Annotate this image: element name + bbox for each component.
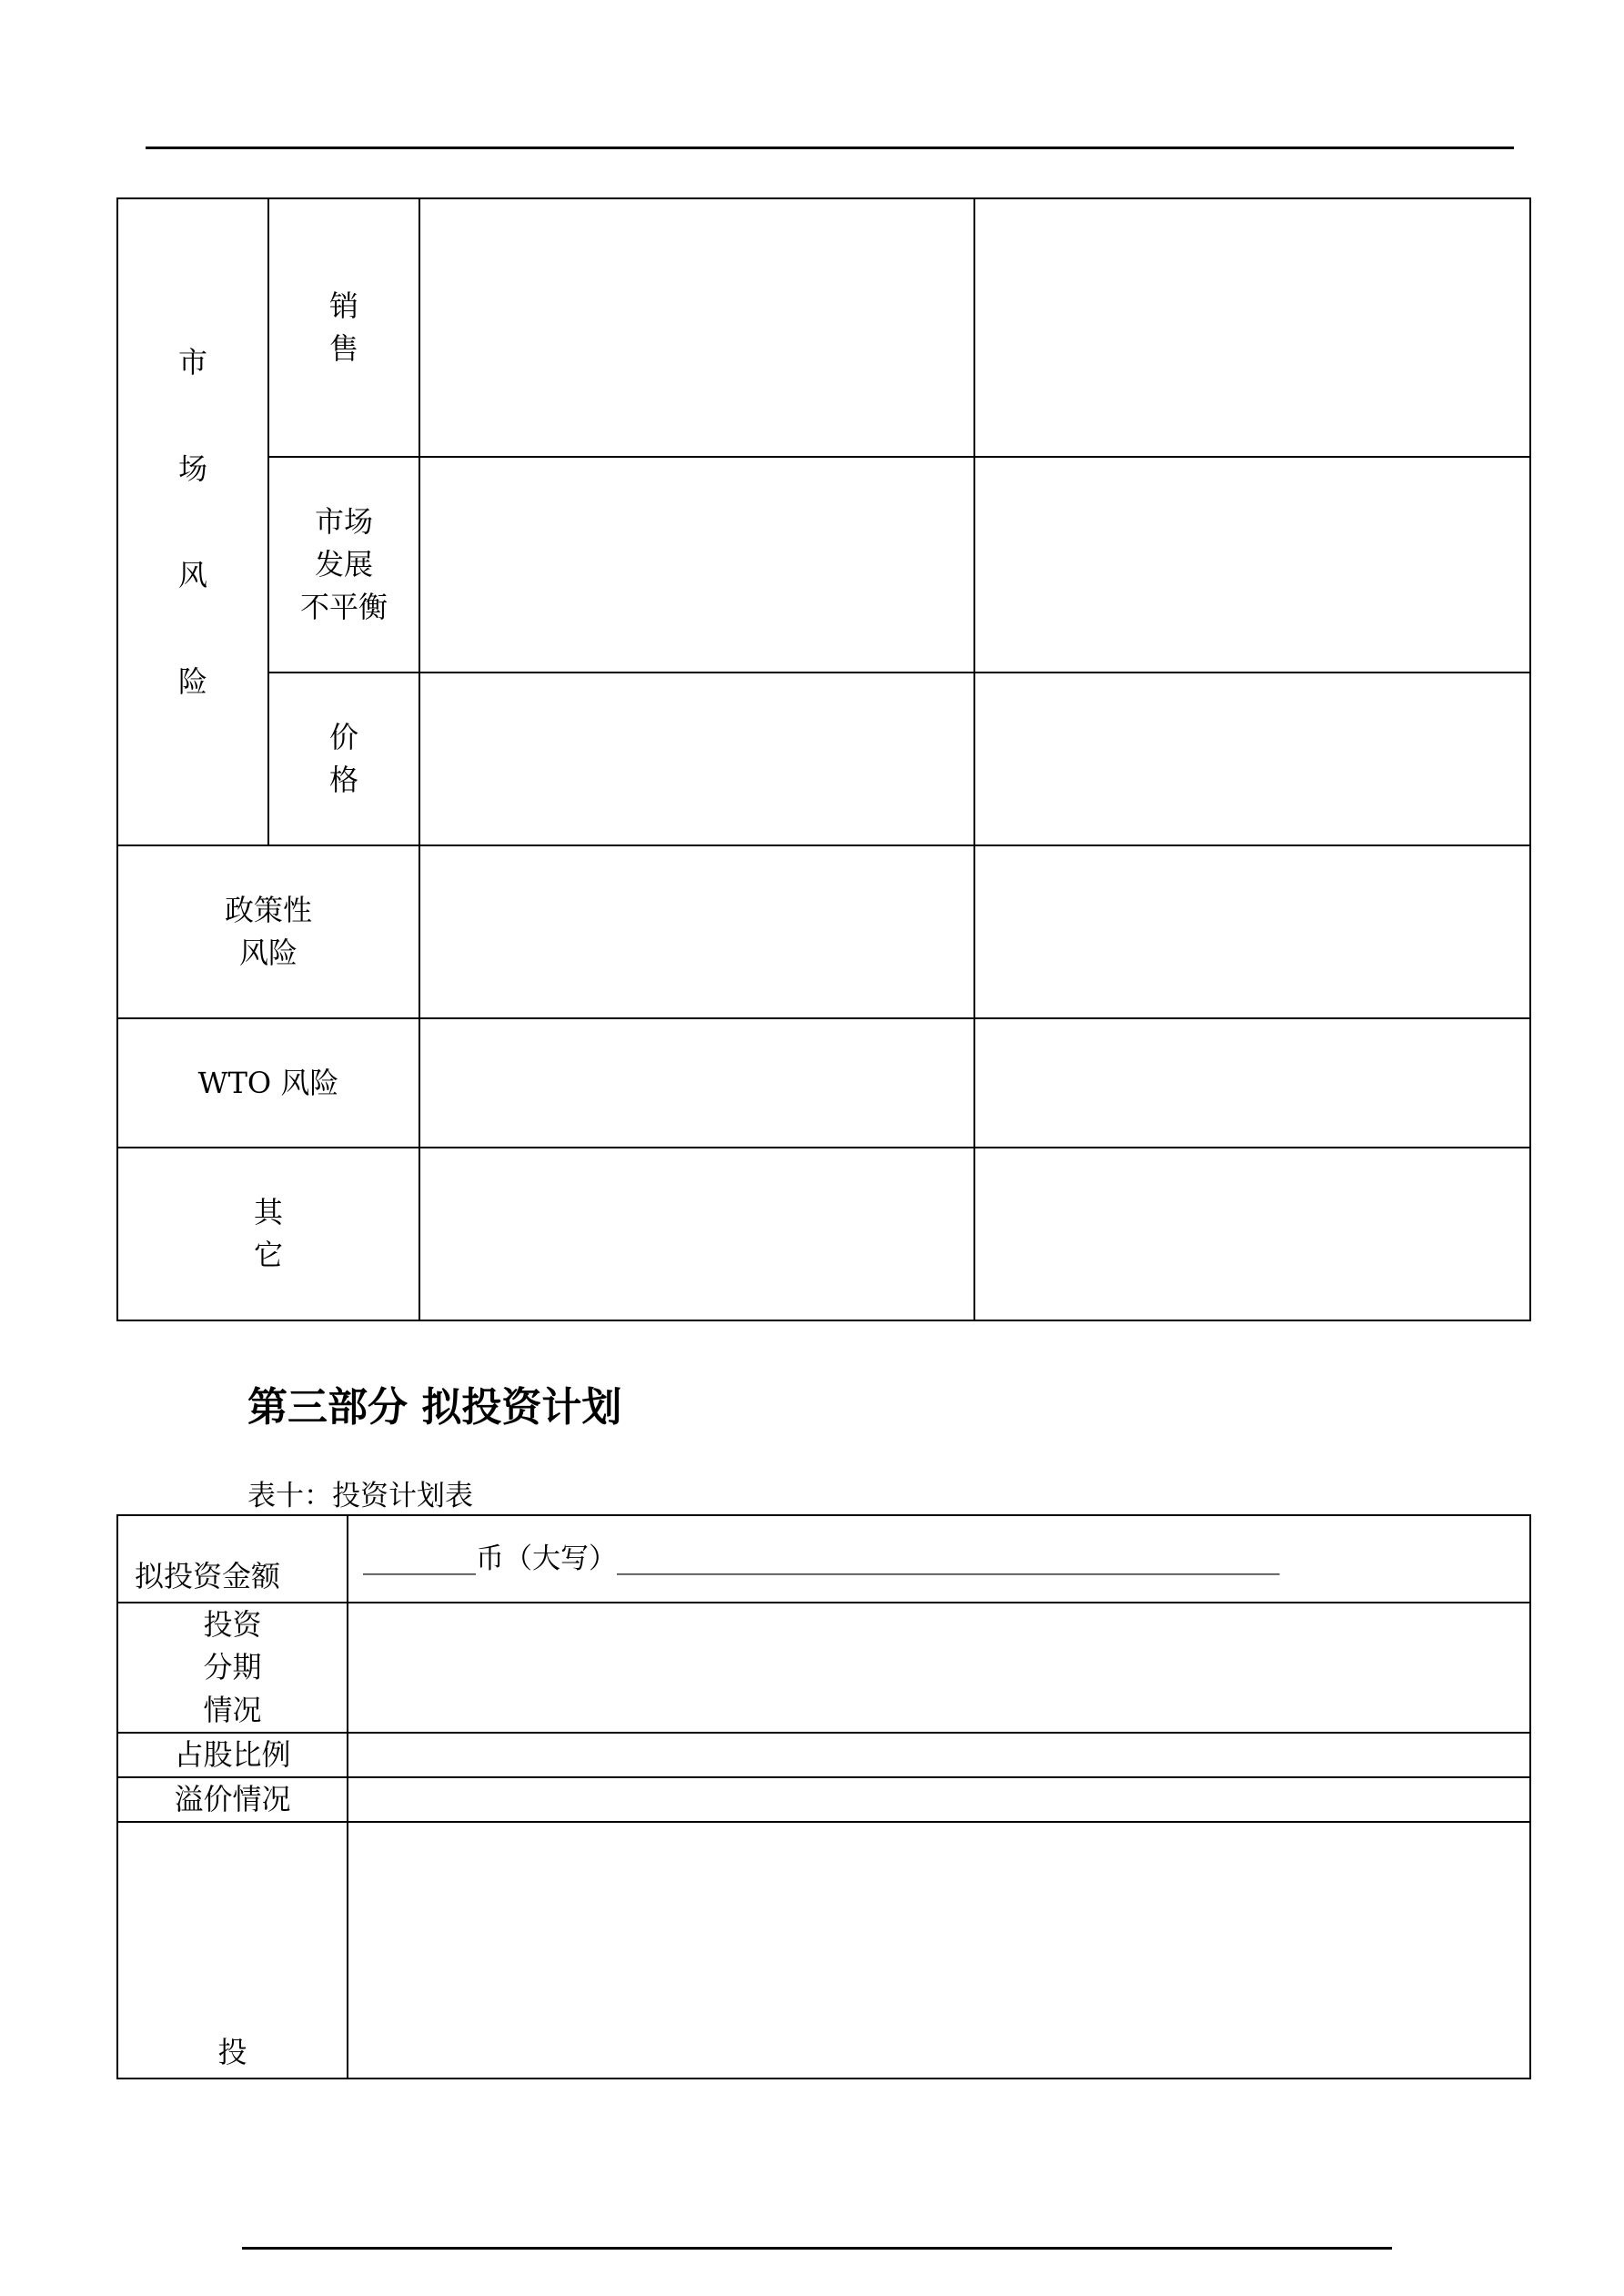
market-imbalance-cell-a [419, 457, 974, 673]
market-imbalance-label: 市场 发展 不平衡 [268, 457, 419, 673]
invest-cell [348, 1822, 1530, 2079]
installment-cell [348, 1603, 1530, 1733]
market-imbalance-cell-b [974, 457, 1530, 673]
wto-risk-cell-b [974, 1018, 1530, 1148]
market-risk-group-label: 市 场 风 险 [117, 198, 268, 845]
other-risk-cell-b [974, 1148, 1530, 1320]
price-cell-b [974, 673, 1530, 845]
wto-risk-label: WTO 风险 [117, 1018, 419, 1148]
premium-cell [348, 1777, 1530, 1822]
section-title: 第三部分 拟投资计划 [247, 1384, 622, 1431]
amount-fill-line: ________币（大写）_______________________________________________ [363, 1542, 1280, 1575]
sales-cell-a [419, 198, 974, 457]
policy-risk-label: 政策性 风险 [117, 845, 419, 1018]
sales-label: 销 售 [268, 198, 419, 457]
installment-label: 投资 分期 情况 [117, 1603, 348, 1733]
price-cell-a [419, 673, 974, 845]
policy-risk-cell-b [974, 845, 1530, 1018]
footer-rule [242, 2247, 1392, 2250]
market-risk-table [116, 197, 1531, 1321]
table-caption: 表十：投资计划表 [247, 1480, 473, 1512]
price-label: 价 格 [268, 673, 419, 845]
other-risk-label: 其 它 [117, 1148, 419, 1320]
share-ratio-cell [348, 1733, 1530, 1777]
sales-cell-b [974, 198, 1530, 457]
invest-label: 投 [117, 1822, 348, 2079]
amount-label: 拟投资金额 [117, 1515, 348, 1603]
investment-plan-table [116, 1514, 1531, 2079]
header-rule [146, 147, 1514, 149]
amount-cell [348, 1515, 1530, 1603]
wto-risk-cell-a [419, 1018, 974, 1148]
share-ratio-label: 占股比例 [117, 1733, 348, 1777]
policy-risk-cell-a [419, 845, 974, 1018]
other-risk-cell-a [419, 1148, 974, 1320]
premium-label: 溢价情况 [117, 1777, 348, 1822]
